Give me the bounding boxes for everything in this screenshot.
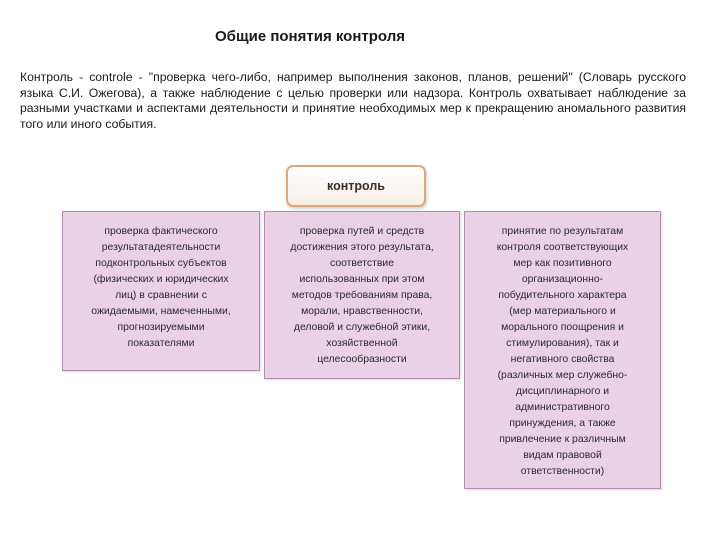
diagram-card-fact-check: проверка фактического результатадеятельности подконтрольных субъектов (физических и юридических лиц) в сравнении с ожидаемыми, намеченными, прогнозируемыми показателями (62, 211, 260, 371)
diagram-card-measures: принятие по результатам контроля соответствующих мер как позитивного организационно- побудительного характера (мер материального и морального поощрения и стимулирования), так и негативного свойства (различных мер служебно- дисциплинарного и административного принуждения, а также привлечение к различным видам правовой ответственности) (464, 211, 661, 489)
diagram-card-methods-check: проверка путей и средств достижения этого результата, соответствие использованных при этом методов требованиям права, морали, нравственности, деловой и служебной этики, хозяйственной целесообразности (264, 211, 460, 379)
diagram-root-node (286, 165, 426, 207)
page-title: Общие понятия контроля (215, 28, 405, 45)
definition-paragraph: Контроль - controle - "проверка чего-либо, например выполнения законов, планов, решений" (Словарь русского языка С.И. Ожегова), а также наблюдение с целью проверки или надзора. Контроль охватывает наблюдение за разными участками и аспектами деятельности и принятие необходимых мер к прекращению аномального развития того или иного события. (20, 70, 686, 131)
diagram-root-label: контроль (327, 179, 385, 193)
